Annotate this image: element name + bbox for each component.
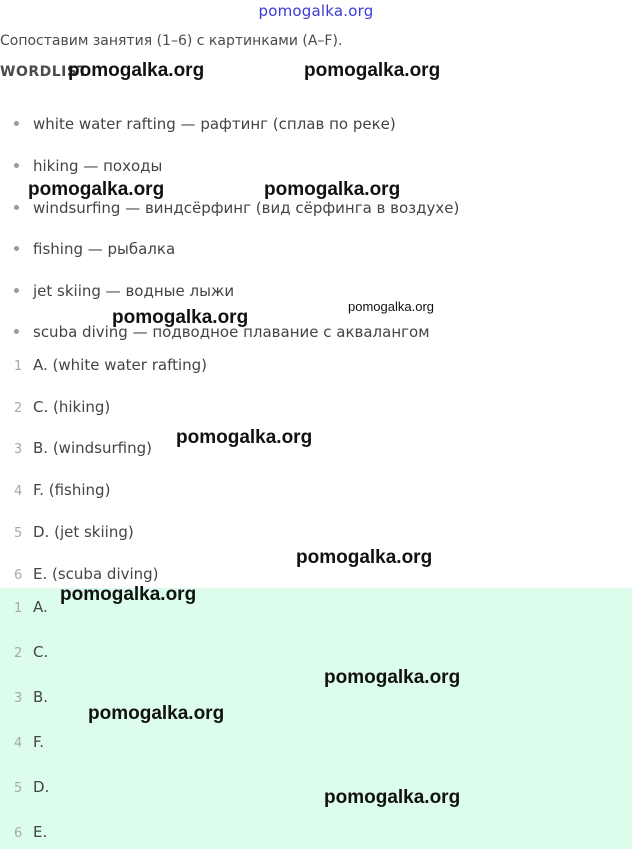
wordlist-item: jet skiing — водные лыжи xyxy=(14,282,234,300)
watermark: pomogalka.org xyxy=(88,703,225,724)
answer-item: 3 B. xyxy=(14,688,49,706)
bullet-icon xyxy=(14,288,19,293)
bullet-icon xyxy=(14,163,19,168)
watermark: pomogalka.org xyxy=(28,179,165,200)
match-item: 5 D. (jet skiing) xyxy=(14,523,134,541)
match-item: 1 A. (white water rafting) xyxy=(14,356,208,374)
watermark: pomogalka.org xyxy=(324,667,461,688)
match-item: 3 B. (windsurfing) xyxy=(14,439,152,457)
bullet-icon xyxy=(14,246,19,251)
wordlist-item: scuba diving — подводное плавание с аквалангом xyxy=(14,323,430,341)
watermark: pomogalka.org xyxy=(296,547,433,568)
watermark: pomogalka.org xyxy=(176,427,313,448)
bullet-icon xyxy=(14,205,19,210)
wordlist-heading: WORDLIST xyxy=(0,64,88,80)
wordlist-item: windsurfing — виндсёрфинг (вид сёрфинга в воздухе) xyxy=(14,199,459,217)
match-item: 2 C. (hiking) xyxy=(14,398,111,416)
answer-item: 4 F. xyxy=(14,733,44,751)
watermark: pomogalka.org xyxy=(112,307,249,328)
bullet-icon xyxy=(14,329,19,334)
answer-item: 1 A. xyxy=(14,598,48,616)
wordlist-item: white water rafting — рафтинг (сплав по реке) xyxy=(14,115,396,133)
watermark: pomogalka.org xyxy=(348,299,434,314)
answer-item: 6 E. xyxy=(14,823,48,841)
watermark: pomogalka.org xyxy=(264,179,401,200)
bullet-icon xyxy=(14,121,19,126)
answer-item: 5 D. xyxy=(14,778,50,796)
answer-item: 2 C. xyxy=(14,643,49,661)
site-header[interactable]: pomogalka.org xyxy=(258,2,374,20)
match-item: 4 F. (fishing) xyxy=(14,481,111,499)
watermark: pomogalka.org xyxy=(304,60,441,81)
watermark: pomogalka.org xyxy=(68,60,205,81)
wordlist-item: fishing — рыбалка xyxy=(14,240,175,258)
task-instruction: Сопоставим занятия (1–6) с картинками (A–F). xyxy=(0,33,343,49)
watermark: pomogalka.org xyxy=(60,584,197,605)
match-item: 6 E. (scuba diving) xyxy=(14,565,159,583)
wordlist-item: hiking — походы xyxy=(14,157,162,175)
watermark: pomogalka.org xyxy=(324,787,461,808)
